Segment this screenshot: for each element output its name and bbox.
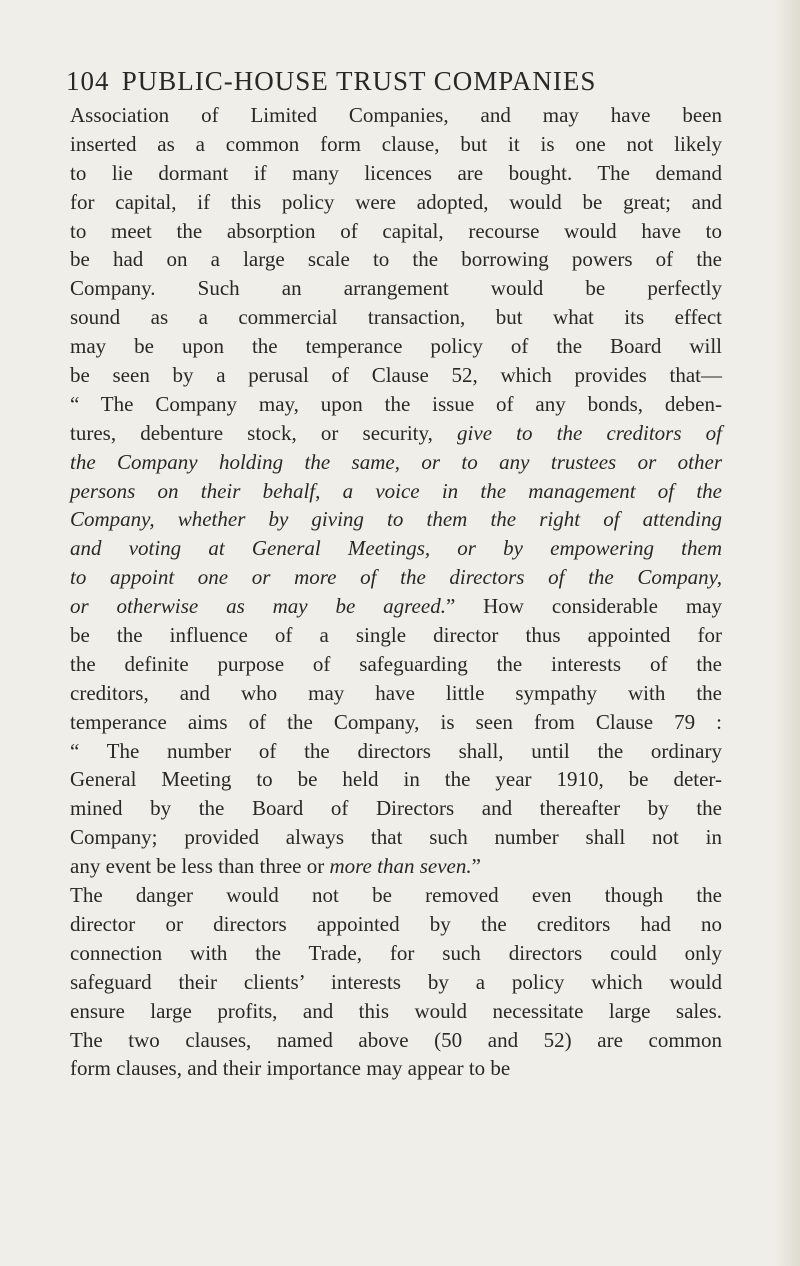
text-run: ” How considerable may — [445, 594, 722, 619]
page-edge-shadow — [774, 0, 800, 1266]
text-run: The danger would not be removed even though the — [70, 883, 722, 908]
text-run: form clauses, and their importance may appear to be — [70, 1056, 511, 1081]
text-run: any event be less than three or — [70, 854, 330, 879]
text-run: “ The Company may, upon the issue of any bonds, deben- — [70, 391, 722, 416]
text-line — [70, 1026, 722, 1055]
text-line — [70, 419, 722, 448]
page-number: 104 — [66, 66, 110, 96]
italic-text: more than seven. — [329, 854, 472, 879]
text-line — [70, 881, 722, 910]
text-run: mined by the Board of Directors and thereafter by the — [70, 796, 722, 821]
text-line — [70, 737, 722, 766]
text-line — [70, 708, 722, 737]
text-run: for capital, if this policy were adopted, would be great; and — [70, 189, 722, 214]
italic-text: persons on their behalf, a voice in the management of the — [70, 478, 722, 503]
text-line — [70, 477, 722, 506]
text-run: inserted as a common form clause, but it is one not likely — [70, 131, 722, 156]
text-run: creditors, and who may have little sympathy with the — [70, 680, 722, 705]
text-run: temperance aims of the Company, is seen from Clause 79 : — [70, 709, 722, 734]
text-line — [70, 650, 722, 679]
text-line — [70, 997, 722, 1026]
text-line — [70, 274, 722, 303]
text-run: be the influence of a single director thus appointed for — [70, 623, 722, 648]
text-run: tures, debenture stock, or security, — [70, 420, 458, 445]
text-line — [70, 592, 722, 621]
italic-text: and voting at General Meetings, or by empowering them — [70, 536, 722, 561]
body-text — [70, 101, 722, 1083]
text-run: to lie dormant if many licences are bought. The demand — [70, 160, 722, 185]
text-line — [70, 245, 722, 274]
italic-text: the Company holding the same, or to any trustees or other — [70, 449, 722, 474]
text-line — [70, 130, 722, 159]
text-run: safeguard their clients’ interests by a policy which would — [70, 969, 722, 994]
text-run: Company; provided always that such number shall not in — [70, 825, 722, 850]
text-line — [70, 505, 722, 534]
text-run: General Meeting to be held in the year 1910, be deter- — [70, 767, 722, 792]
text-run: be seen by a perusal of Clause 52, which provides that— — [70, 363, 722, 388]
text-line — [70, 303, 722, 332]
text-run: Company. Such an arrangement would be perfectly — [70, 276, 722, 301]
text-line — [70, 765, 722, 794]
text-line — [70, 534, 722, 563]
text-line — [70, 852, 722, 881]
text-run: “ The number of the directors shall, until the ordinary — [70, 738, 722, 763]
text-run: be had on a large scale to the borrowing powers of the — [70, 247, 722, 272]
text-line — [70, 968, 722, 997]
italic-text: or otherwise as may be agreed. — [70, 594, 446, 619]
text-line — [70, 361, 722, 390]
text-run: ” — [471, 854, 481, 879]
italic-text: to appoint one or more of the directors of the Company, — [70, 565, 722, 590]
running-head: PUBLIC-HOUSE TRUST COMPANIES — [121, 66, 597, 96]
text-run: ensure large profits, and this would necessitate large sales. — [70, 998, 722, 1023]
page-header — [66, 66, 706, 106]
text-run: to meet the absorption of capital, recourse would have to — [70, 218, 722, 243]
text-line — [70, 910, 722, 939]
italic-text: Company, whether by giving to them the right of attending — [70, 507, 722, 532]
text-line — [70, 332, 722, 361]
italic-text: give to the creditors of — [457, 420, 722, 445]
text-line — [70, 159, 722, 188]
text-line — [70, 621, 722, 650]
text-line — [70, 101, 722, 130]
text-run: the definite purpose of safeguarding the interests of the — [70, 651, 722, 676]
text-line — [70, 679, 722, 708]
text-line — [70, 939, 722, 968]
text-line — [70, 188, 722, 217]
text-line — [70, 390, 722, 419]
text-line — [70, 448, 722, 477]
text-run: may be upon the temperance policy of the Board will — [70, 334, 722, 359]
text-run: The two clauses, named above (50 and 52) are common — [70, 1027, 722, 1052]
text-line — [70, 794, 722, 823]
text-line — [70, 217, 722, 246]
text-line — [70, 1054, 722, 1083]
text-run: director or directors appointed by the creditors had no — [70, 911, 722, 936]
text-line — [70, 563, 722, 592]
text-run: sound as a commercial transaction, but what its effect — [70, 305, 722, 330]
text-run: connection with the Trade, for such directors could only — [70, 940, 722, 965]
text-line — [70, 823, 722, 852]
text-run: Association of Limited Companies, and may have been — [70, 103, 722, 127]
